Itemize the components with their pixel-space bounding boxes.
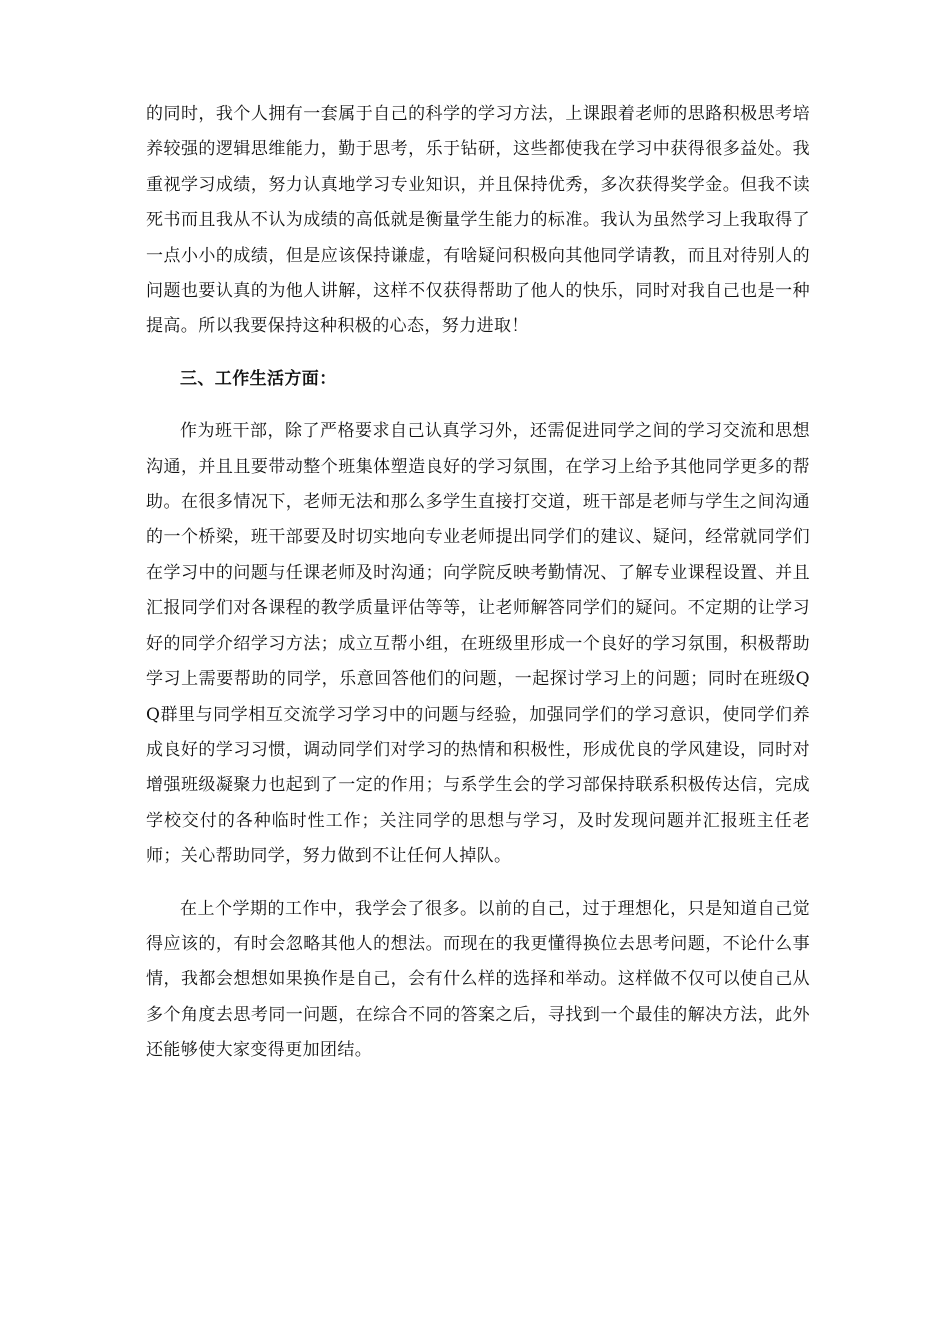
section-heading-work-life: 三、工作生活方面： (180, 368, 337, 389)
paragraph-class-cadre: 作为班干部，除了严格要求自己认真学习外，还需促进同学之间的学习交流和思想沟通，并且且要带动整个班集体塑造良好的学习氛围，在学习上给予其他同学更多的帮助。在很多情况下，老师无法和那么多学生直接打交道，班干部是老师与学生之间沟通的一个桥梁，班干部要及时切实地向专业老师提出同学们的建议、疑问，经常就同学们在学习中的问题与任课老师及时沟通；向学院反映考勤情况、了解专业课程设置、并且汇报同学们对各课程的教学质量评估等等，让老师解答同学们的疑问。不定期的让学习好的同学介绍学习方法；成立互帮小组，在班级里形成一个良好的学习氛围，积极帮助学习上需要帮助的同学，乐意回答他们的问题，一起探讨学习上的问题；同时在班级QQ群里与同学相互交流学习学习中的问题与经验，加强同学们的学习意识，使同学们养成良好的学习习惯，调动同学们对学习的热情和积极性，形成优良的学风建设，同时对增强班级凝聚力也起到了一定的作用；与系学生会的学习部保持联系积极传达信，完成学校交付的各种临时性工作；关注同学的思想与学习，及时发现问题并汇报班主任老师；关心帮助同学，努力做到不让任何人掉队。 (146, 421, 810, 867)
document-page (146, 97, 810, 1086)
paragraph-last-semester: 在上个学期的工作中，我学会了很多。以前的自己，过于理想化，只是知道自己觉得应该的，有时会忽略其他人的想法。而现在的我更懂得换位去思考问题，不论什么事情，我都会想想如果换作是自己，会有什么样的选择和举动。这样做不仅可以使自己从多个角度去思考同一问题，在综合不同的答案之后，寻找到一个最佳的解决方法，此外还能够使大家变得更加团结。 (146, 898, 810, 1061)
paragraph-study-methods: 的同时，我个人拥有一套属于自己的科学的学习方法，上课跟着老师的思路积极思考培养较强的逻辑思维能力，勤于思考，乐于钻研，这些都使我在学习中获得很多益处。我重视学习成绩，努力认真地学习专业知识，并且保持优秀，多次获得奖学金。但我不读死书而且我从不认为成绩的高低就是衡量学生能力的标准。我认为虽然学习上我取得了一点小小的成绩，但是应该保持谦虚，有啥疑问积极向其他同学请教，而且对待别人的问题也要认真的为他人讲解，这样不仅获得帮助了他人的快乐，同时对我自己也是一种提高。所以我要保持这种积极的心态，努力进取！ (146, 104, 810, 337)
